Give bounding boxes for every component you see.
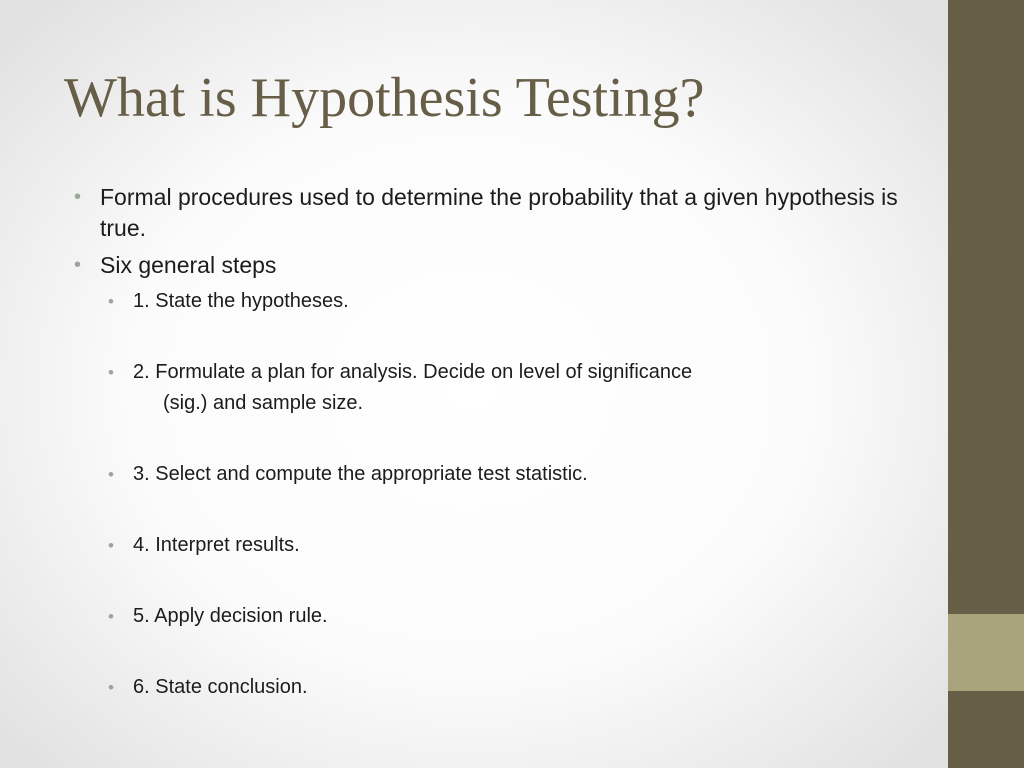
bullet-marker-icon: • — [74, 186, 82, 208]
bullet-text: Formal procedures used to determine the probability that a given hypothesis is true. — [100, 184, 898, 241]
bullet-item — [72, 250, 932, 281]
bullet-marker-icon: • — [108, 678, 114, 697]
slide-title: What is Hypothesis Testing? — [64, 67, 705, 129]
step-text: 5. Apply decision rule. — [133, 605, 328, 627]
step-item-1 — [72, 286, 833, 317]
side-accent-block — [948, 614, 1024, 691]
bullet-marker-icon: • — [108, 607, 114, 626]
step-item-6 — [72, 672, 833, 703]
bullet-marker-icon: • — [108, 536, 114, 555]
bullet-marker-icon: • — [108, 363, 114, 382]
step-text: 1. State the hypotheses. — [133, 290, 349, 312]
bullet-marker-icon: • — [108, 465, 114, 484]
step-text-continuation: (sig.) and sample size. — [163, 392, 364, 414]
step-text: 4. Interpret results. — [133, 534, 300, 556]
step-item-2 — [72, 357, 833, 419]
step-text: 6. State conclusion. — [133, 676, 308, 698]
bullet-text: Six general steps — [100, 252, 277, 278]
step-text: 2. Formulate a plan for analysis. Decide on level of significance — [133, 361, 693, 383]
bullet-marker-icon: • — [74, 254, 82, 276]
step-text: 3. Select and compute the appropriate test statistic. — [133, 463, 588, 485]
bullet-item — [72, 182, 932, 244]
step-item-5 — [72, 601, 833, 632]
bullet-marker-icon: • — [108, 292, 114, 311]
step-item-3 — [72, 459, 833, 490]
step-item-4 — [72, 530, 833, 561]
slide-content — [72, 182, 932, 703]
